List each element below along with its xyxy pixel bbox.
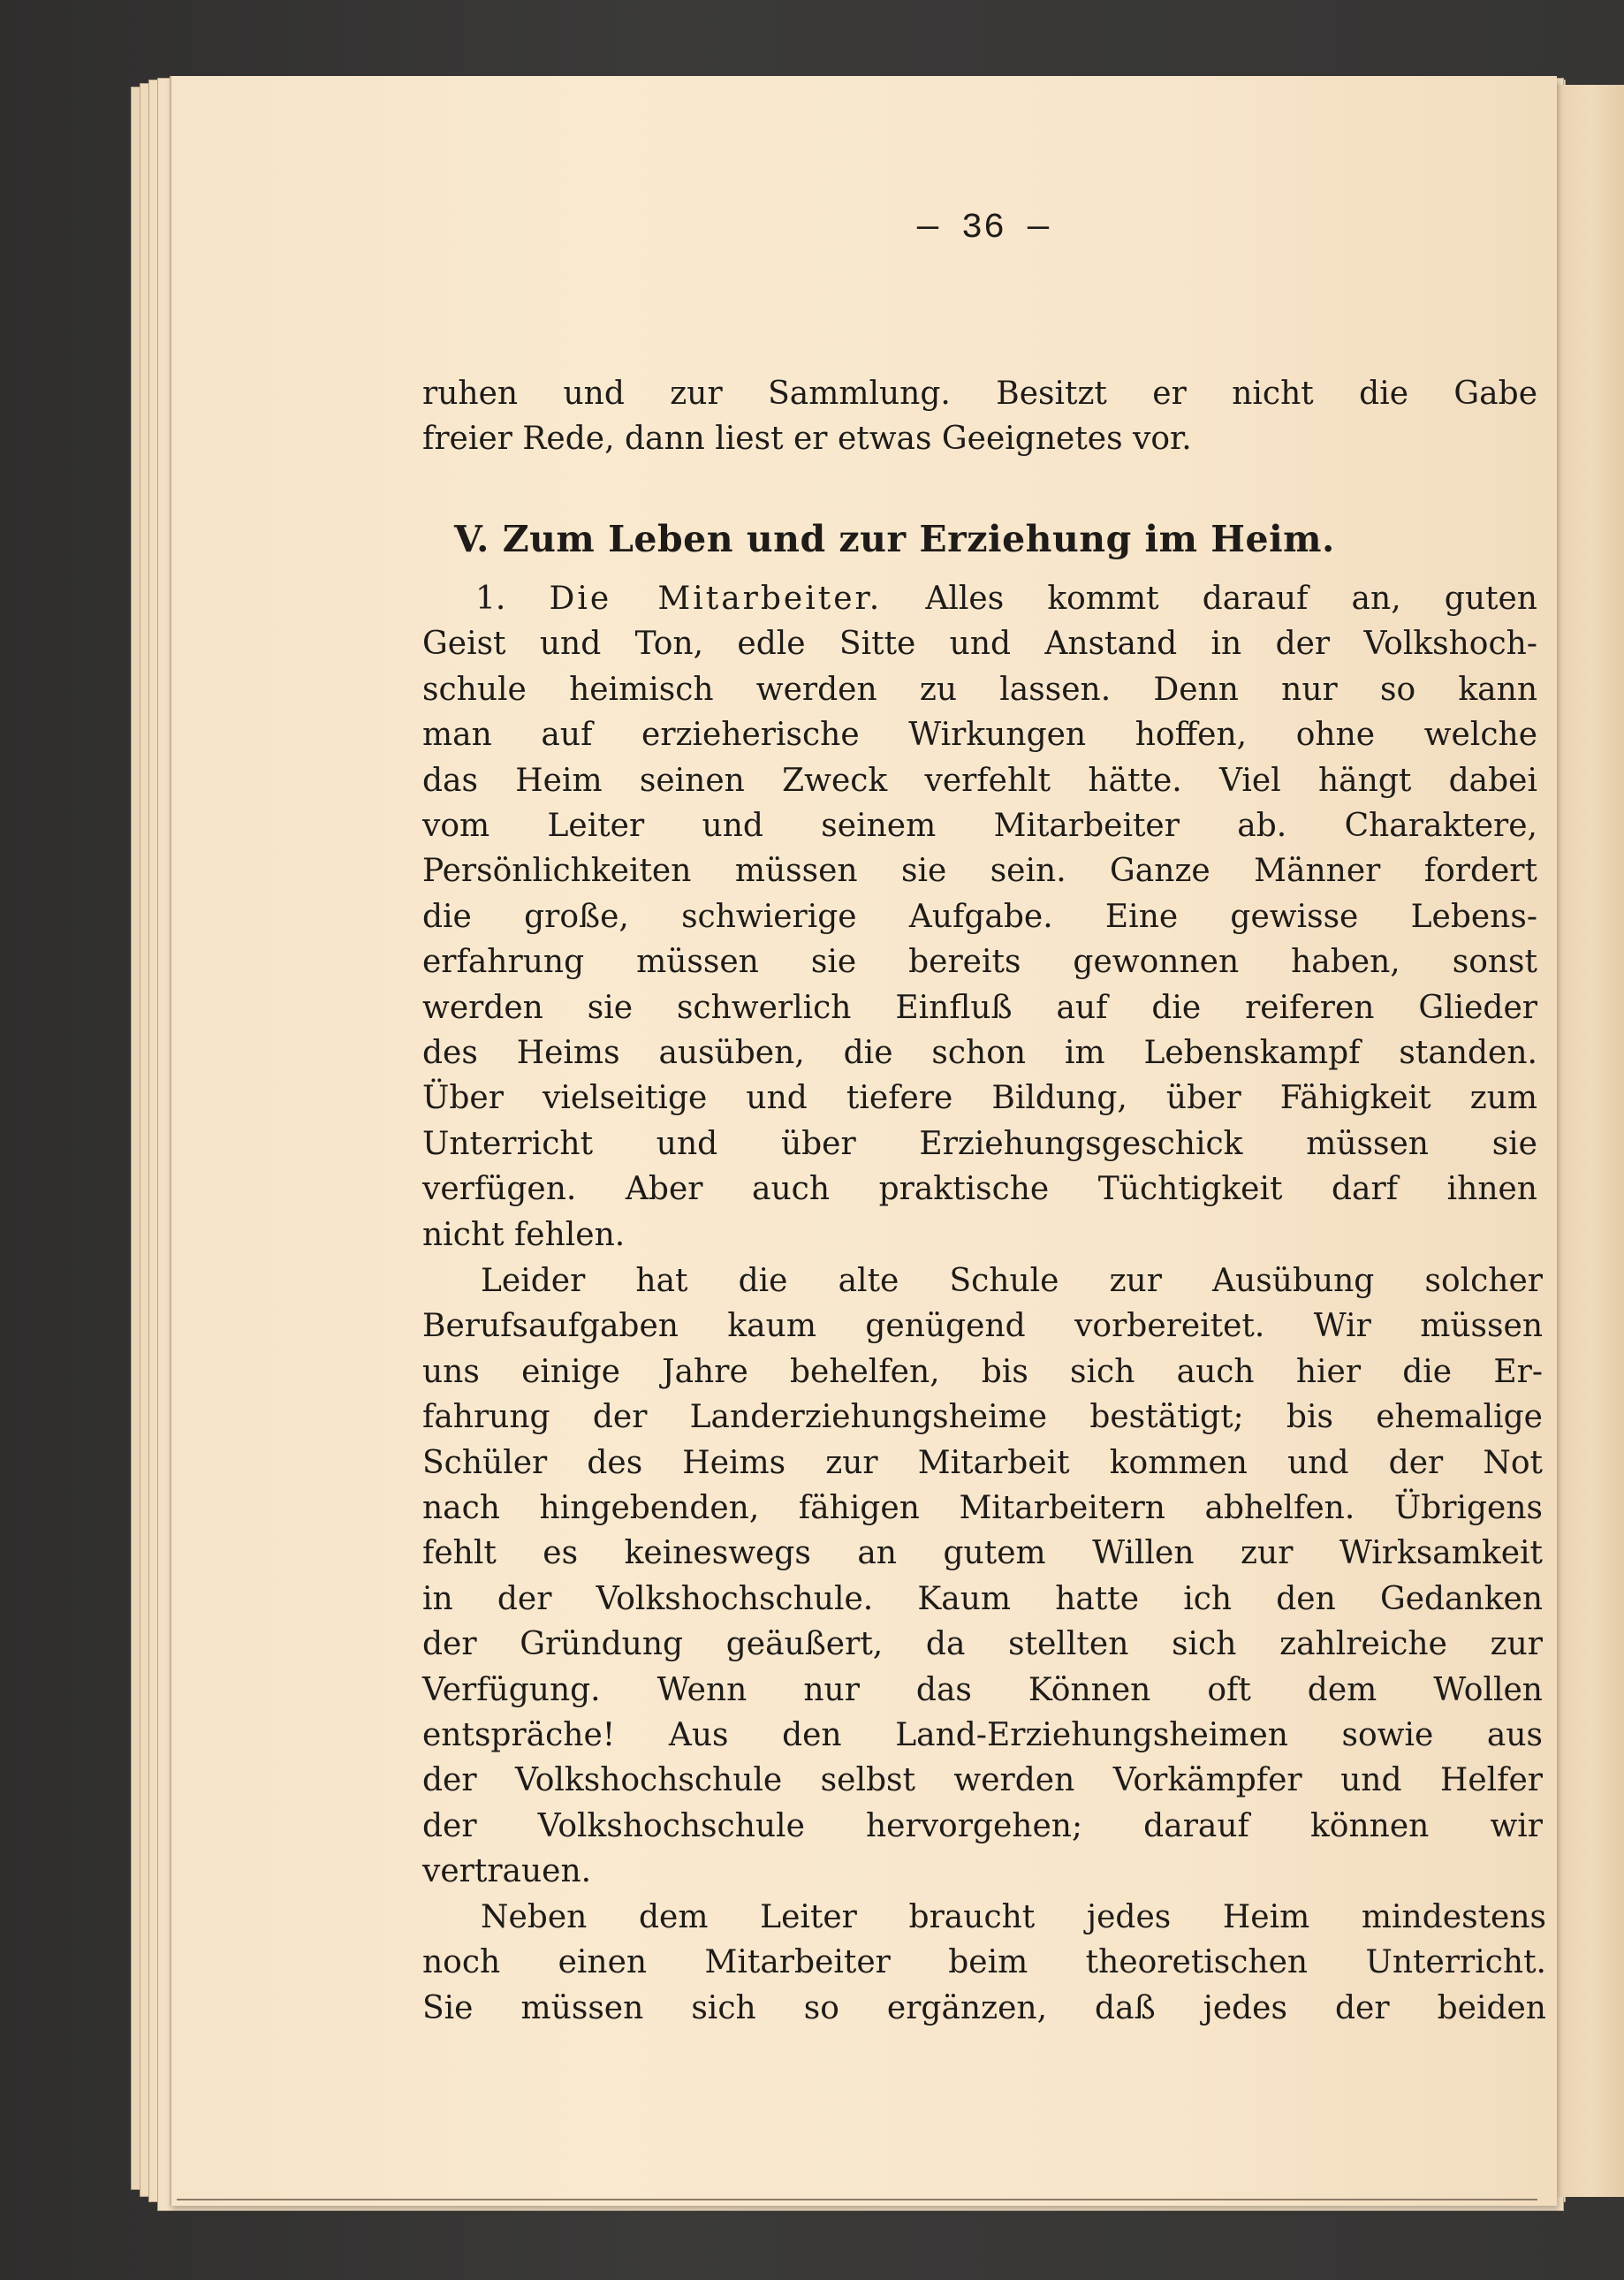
- text-line: erfahrung müssen sie bereits gewonnen haben, sonst: [422, 944, 1537, 981]
- section-heading: V. Zum Leben und zur Erziehung im Heim.: [454, 518, 1335, 560]
- paragraph-schule: [422, 1258, 1543, 1895]
- text-line: vertrauen.: [422, 1853, 592, 1890]
- text-line: Verfügung. Wenn nur das Können oft dem Wollen: [422, 1671, 1543, 1708]
- text-line: der Volkshochschule selbst werden Vorkämpfer und Helfer: [422, 1762, 1543, 1799]
- text-line: Berufsaufgaben kaum genügend vorbereitet. Wir müssen: [422, 1308, 1543, 1345]
- text-line: werden sie schwerlich Einfluß auf die reiferen Glieder: [422, 989, 1537, 1026]
- paragraph-keyword: Die Mitarbeiter.: [549, 581, 883, 617]
- text-line: freier Rede, dann liest er etwas Geeignetes vor.: [422, 421, 1192, 458]
- text-line: uns einige Jahre behelfen, bis sich auch hier die Er-: [422, 1353, 1543, 1390]
- text-line: Sie müssen sich so ergänzen, daß jedes der beiden: [422, 1989, 1546, 2026]
- paragraph-mitarbeiter: [422, 576, 1537, 1258]
- text-line: nicht fehlen.: [422, 1216, 626, 1253]
- facing-page-edge: [1555, 85, 1624, 2197]
- text-line: fahrung der Landerziehungsheime bestätigt; bis ehemalige: [422, 1399, 1543, 1436]
- text-line: fehlt es keineswegs an gutem Willen zur Wirksamkeit: [422, 1535, 1543, 1572]
- text-line: der Volkshochschule hervorgehen; darauf können wir: [422, 1807, 1543, 1844]
- text-line: Persönlichkeiten müssen sie sein. Ganze Männer fordert: [422, 853, 1537, 890]
- text-line: das Heim seinen Zweck verfehlt hätte. Viel hängt dabei: [422, 762, 1537, 799]
- text-line: nach hingebenden, fähigen Mitarbeitern abhelfen. Übrigens: [422, 1490, 1543, 1527]
- text-line: Über vielseitige und tiefere Bildung, über Fähigkeit zum: [422, 1080, 1537, 1117]
- page-bottom-rule: [177, 2199, 1537, 2200]
- text-line: des Heims ausüben, die schon im Lebenskampf standen.: [422, 1035, 1537, 1072]
- paragraph-number: 1.: [475, 581, 506, 617]
- text-line: Unterricht und über Erziehungsgeschick müssen sie: [422, 1125, 1537, 1162]
- text-line: Leider hat die alte Schule zur Ausübung solcher: [481, 1263, 1543, 1299]
- page-number: — 36 —: [916, 209, 1051, 248]
- book-page: [170, 76, 1557, 2206]
- text-line: entspräche! Aus den Land-Erziehungsheimen sowie aus: [422, 1717, 1543, 1754]
- text-line: Neben dem Leiter braucht jedes Heim mindestens: [481, 1899, 1546, 1935]
- text-line: schule heimisch werden zu lassen. Denn nur so kann: [422, 671, 1537, 708]
- text-line: in der Volkshochschule. Kaum hatte ich den Gedanken: [422, 1580, 1543, 1617]
- text-line: man auf erzieherische Wirkungen hoffen, ohne welche: [422, 717, 1537, 754]
- text-line: die große, schwierige Aufgabe. Eine gewisse Lebens-: [422, 898, 1537, 935]
- text-line-rest: Alles kommt darauf an, guten: [925, 581, 1537, 617]
- text-line: verfügen. Aber auch praktische Tüchtigkeit darf ihnen: [422, 1171, 1537, 1208]
- text-line: vom Leiter und seinem Mitarbeiter ab. Charaktere,: [422, 808, 1537, 845]
- text-line: Geist und Ton, edle Sitte und Anstand in der Volkshoch-: [422, 626, 1537, 663]
- text-line: der Gründung geäußert, da stellten sich zahlreiche zur: [422, 1626, 1543, 1663]
- text-line: [422, 576, 1537, 621]
- paragraph-leiter: [422, 1895, 1546, 2031]
- text-line: Schüler des Heims zur Mitarbeit kommen und der Not: [422, 1444, 1543, 1481]
- intro-text: [422, 371, 1537, 462]
- text-line: noch einen Mitarbeiter beim theoretischen Unterricht.: [422, 1944, 1546, 1981]
- text-line: ruhen und zur Sammlung. Besitzt er nicht die Gabe: [422, 376, 1537, 412]
